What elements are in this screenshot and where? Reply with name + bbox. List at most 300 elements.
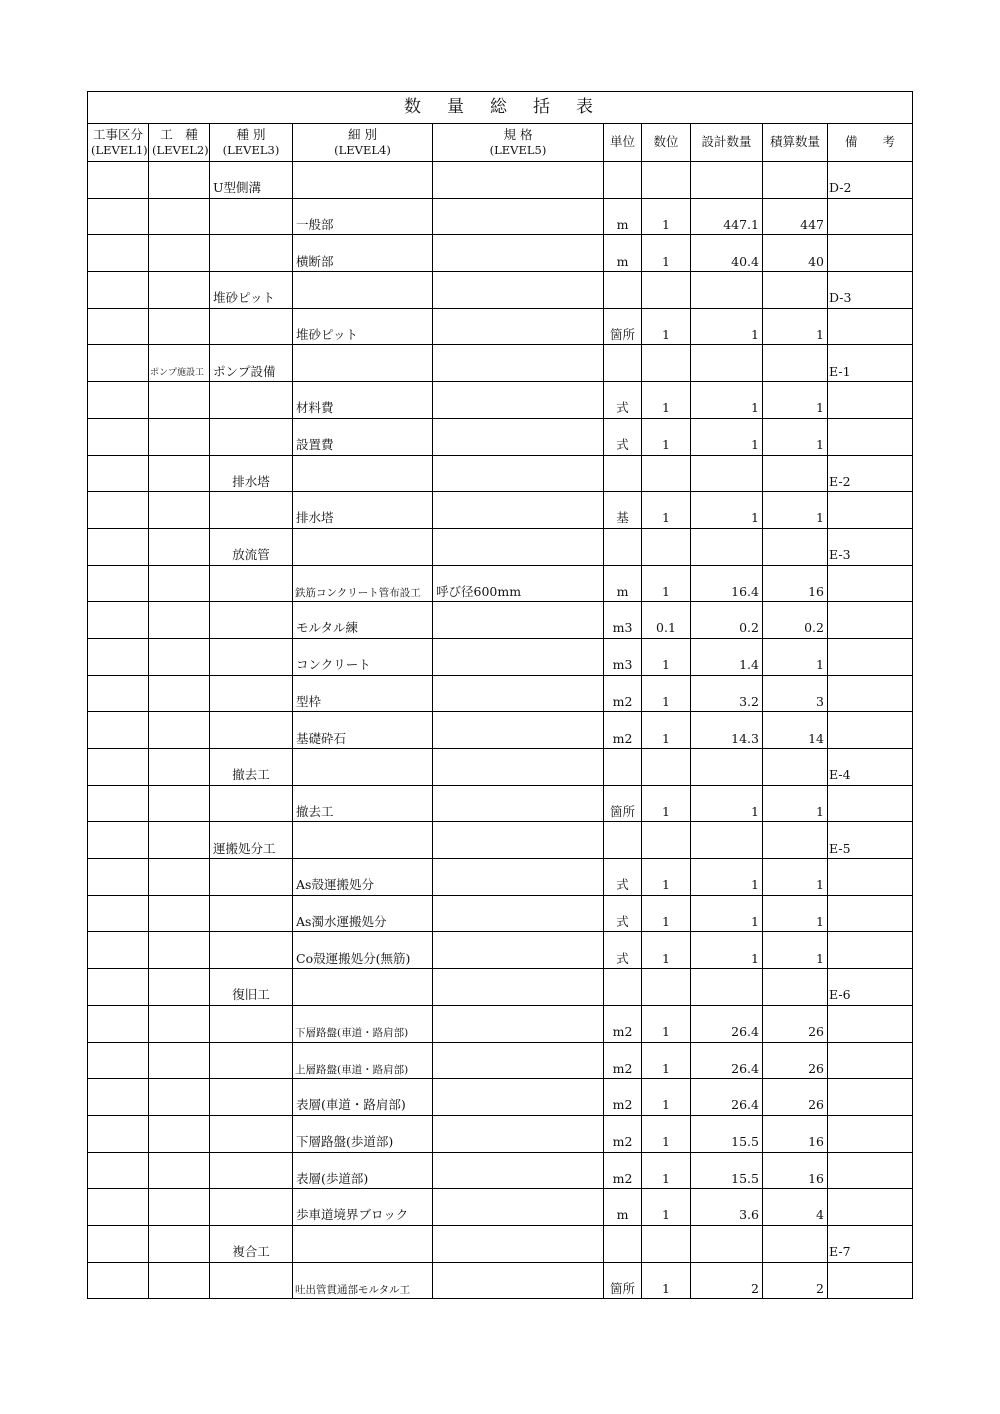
cell-calc-quantity: 1 xyxy=(763,492,828,529)
cell-level3 xyxy=(210,1005,293,1042)
cell-level4 xyxy=(293,528,433,565)
cell-level5 xyxy=(433,345,604,382)
cell-unit: 式 xyxy=(604,895,642,932)
cell-level1 xyxy=(88,492,149,529)
cell-level5 xyxy=(433,1115,604,1152)
cell-calc-quantity: 16 xyxy=(763,1115,828,1152)
cell-level4 xyxy=(293,455,433,492)
cell-level5 xyxy=(433,235,604,272)
cell-level2 xyxy=(149,162,210,199)
cell-remarks xyxy=(828,418,913,455)
cell-remarks: E-2 xyxy=(828,455,913,492)
table-row xyxy=(88,492,913,529)
cell-design-quantity: 1 xyxy=(691,932,763,969)
cell-design-quantity xyxy=(691,162,763,199)
cell-level5 xyxy=(433,1005,604,1042)
table-row xyxy=(88,859,913,896)
cell-digit: 1 xyxy=(642,235,691,272)
header-digit: 数位 xyxy=(642,124,691,162)
cell-level1 xyxy=(88,1262,149,1299)
cell-level4 xyxy=(293,162,433,199)
cell-remarks: D-2 xyxy=(828,162,913,199)
cell-level4 xyxy=(293,822,433,859)
cell-level3 xyxy=(210,1115,293,1152)
cell-level4: 表層(歩道部) xyxy=(293,1152,433,1189)
cell-level2 xyxy=(149,785,210,822)
cell-level2 xyxy=(149,749,210,786)
cell-digit: 1 xyxy=(642,1189,691,1226)
cell-remarks xyxy=(828,638,913,675)
cell-calc-quantity xyxy=(763,1225,828,1262)
cell-level5 xyxy=(433,749,604,786)
cell-level2 xyxy=(149,602,210,639)
cell-level1 xyxy=(88,602,149,639)
cell-calc-quantity xyxy=(763,749,828,786)
cell-level1 xyxy=(88,1042,149,1079)
cell-unit xyxy=(604,528,642,565)
cell-level5 xyxy=(433,382,604,419)
cell-level2 xyxy=(149,822,210,859)
header-unit: 単位 xyxy=(604,124,642,162)
cell-level3 xyxy=(210,1189,293,1226)
cell-digit: 1 xyxy=(642,675,691,712)
cell-level3 xyxy=(210,382,293,419)
cell-design-quantity: 1 xyxy=(691,785,763,822)
cell-remarks: E-7 xyxy=(828,1225,913,1262)
cell-level4: モルタル練 xyxy=(293,602,433,639)
cell-unit: 式 xyxy=(604,418,642,455)
table-row xyxy=(88,969,913,1006)
cell-digit: 1 xyxy=(642,1042,691,1079)
cell-unit: m2 xyxy=(604,1152,642,1189)
table-row xyxy=(88,675,913,712)
cell-level1 xyxy=(88,859,149,896)
cell-remarks: E-5 xyxy=(828,822,913,859)
cell-design-quantity: 3.6 xyxy=(691,1189,763,1226)
header-design-quantity: 設計数量 xyxy=(691,124,763,162)
table-row xyxy=(88,1005,913,1042)
table-row xyxy=(88,785,913,822)
cell-level1 xyxy=(88,932,149,969)
cell-calc-quantity: 1 xyxy=(763,418,828,455)
cell-level3 xyxy=(210,198,293,235)
cell-unit xyxy=(604,1225,642,1262)
header-level3-sub: (LEVEL3) xyxy=(222,142,280,157)
cell-level2 xyxy=(149,1005,210,1042)
cell-design-quantity: 1 xyxy=(691,895,763,932)
cell-level4: 排水塔 xyxy=(293,492,433,529)
cell-digit xyxy=(642,749,691,786)
table-row xyxy=(88,932,913,969)
cell-calc-quantity: 1 xyxy=(763,308,828,345)
cell-calc-quantity: 447 xyxy=(763,198,828,235)
cell-level2 xyxy=(149,1189,210,1226)
cell-digit xyxy=(642,822,691,859)
header-level2 xyxy=(149,124,210,162)
table-row xyxy=(88,1152,913,1189)
cell-remarks xyxy=(828,1042,913,1079)
cell-digit: 1 xyxy=(642,638,691,675)
cell-calc-quantity xyxy=(763,528,828,565)
cell-unit: 式 xyxy=(604,382,642,419)
cell-design-quantity: 1 xyxy=(691,382,763,419)
cell-level1 xyxy=(88,895,149,932)
cell-unit: 箇所 xyxy=(604,785,642,822)
cell-level5 xyxy=(433,822,604,859)
cell-remarks xyxy=(828,382,913,419)
cell-remarks xyxy=(828,1152,913,1189)
cell-level3 xyxy=(210,1262,293,1299)
cell-calc-quantity xyxy=(763,822,828,859)
cell-level5 xyxy=(433,932,604,969)
quantity-summary-sheet xyxy=(87,91,912,1299)
cell-level3 xyxy=(210,895,293,932)
cell-unit xyxy=(604,345,642,382)
cell-design-quantity xyxy=(691,345,763,382)
cell-remarks xyxy=(828,1189,913,1226)
cell-level2: ポンプ施設工 xyxy=(149,345,210,382)
cell-design-quantity xyxy=(691,1225,763,1262)
cell-design-quantity: 1 xyxy=(691,859,763,896)
cell-unit: m xyxy=(604,198,642,235)
cell-remarks xyxy=(828,492,913,529)
cell-unit: 箇所 xyxy=(604,308,642,345)
cell-unit: 式 xyxy=(604,859,642,896)
cell-level5 xyxy=(433,785,604,822)
cell-digit: 1 xyxy=(642,1115,691,1152)
cell-level1 xyxy=(88,1189,149,1226)
cell-level1 xyxy=(88,418,149,455)
cell-calc-quantity: 16 xyxy=(763,565,828,602)
cell-level4: 歩車道境界ブロック xyxy=(293,1189,433,1226)
cell-unit xyxy=(604,455,642,492)
cell-digit: 1 xyxy=(642,1079,691,1116)
table-row xyxy=(88,382,913,419)
cell-calc-quantity xyxy=(763,455,828,492)
cell-remarks: E-3 xyxy=(828,528,913,565)
cell-level4: 設置費 xyxy=(293,418,433,455)
cell-unit: m2 xyxy=(604,1042,642,1079)
cell-unit xyxy=(604,272,642,309)
cell-level3: 復旧工 xyxy=(210,969,293,1006)
cell-level5 xyxy=(433,1262,604,1299)
cell-calc-quantity: 0.2 xyxy=(763,602,828,639)
quantity-summary-table xyxy=(87,91,913,1299)
cell-level2 xyxy=(149,235,210,272)
cell-remarks xyxy=(828,712,913,749)
cell-design-quantity: 26.4 xyxy=(691,1079,763,1116)
cell-level3 xyxy=(210,602,293,639)
header-level4 xyxy=(293,124,433,162)
cell-digit: 1 xyxy=(642,895,691,932)
cell-level1 xyxy=(88,969,149,1006)
cell-design-quantity: 1 xyxy=(691,418,763,455)
table-row xyxy=(88,822,913,859)
cell-remarks xyxy=(828,1005,913,1042)
table-row xyxy=(88,602,913,639)
table-row xyxy=(88,235,913,272)
cell-unit: m xyxy=(604,565,642,602)
cell-unit: m2 xyxy=(604,1079,642,1116)
cell-calc-quantity: 14 xyxy=(763,712,828,749)
cell-design-quantity xyxy=(691,822,763,859)
cell-digit: 1 xyxy=(642,198,691,235)
cell-level1 xyxy=(88,1115,149,1152)
cell-level5 xyxy=(433,528,604,565)
cell-design-quantity: 40.4 xyxy=(691,235,763,272)
cell-level5 xyxy=(433,1189,604,1226)
cell-level4: 堆砂ピット xyxy=(293,308,433,345)
cell-level1 xyxy=(88,382,149,419)
cell-level4: 撤去工 xyxy=(293,785,433,822)
cell-remarks: E-1 xyxy=(828,345,913,382)
cell-level1 xyxy=(88,528,149,565)
cell-level1 xyxy=(88,712,149,749)
cell-remarks xyxy=(828,308,913,345)
cell-level3 xyxy=(210,1042,293,1079)
cell-level4: 吐出管貫通部モルタル工 xyxy=(293,1262,433,1299)
cell-level2 xyxy=(149,1152,210,1189)
cell-design-quantity: 16.4 xyxy=(691,565,763,602)
cell-level2 xyxy=(149,638,210,675)
cell-level4: 一般部 xyxy=(293,198,433,235)
cell-level2 xyxy=(149,1079,210,1116)
cell-unit: m3 xyxy=(604,638,642,675)
cell-level3: 堆砂ピット xyxy=(210,272,293,309)
table-row xyxy=(88,1225,913,1262)
cell-level3 xyxy=(210,932,293,969)
cell-design-quantity: 14.3 xyxy=(691,712,763,749)
cell-digit xyxy=(642,969,691,1006)
cell-level2 xyxy=(149,272,210,309)
cell-digit xyxy=(642,528,691,565)
cell-level3: ポンプ設備 xyxy=(210,345,293,382)
cell-calc-quantity xyxy=(763,969,828,1006)
cell-level5 xyxy=(433,272,604,309)
cell-level5 xyxy=(433,1042,604,1079)
cell-level2 xyxy=(149,895,210,932)
cell-level3 xyxy=(210,785,293,822)
cell-design-quantity: 26.4 xyxy=(691,1005,763,1042)
cell-level4: 下層路盤(歩道部) xyxy=(293,1115,433,1152)
cell-level5 xyxy=(433,602,604,639)
cell-level5 xyxy=(433,418,604,455)
cell-level4: 上層路盤(車道・路肩部) xyxy=(293,1042,433,1079)
cell-calc-quantity: 1 xyxy=(763,932,828,969)
cell-design-quantity: 1.4 xyxy=(691,638,763,675)
cell-calc-quantity: 40 xyxy=(763,235,828,272)
cell-design-quantity: 15.5 xyxy=(691,1115,763,1152)
table-row xyxy=(88,162,913,199)
header-level4-sub: (LEVEL4) xyxy=(334,142,391,157)
cell-design-quantity xyxy=(691,969,763,1006)
cell-calc-quantity: 16 xyxy=(763,1152,828,1189)
cell-level2 xyxy=(149,859,210,896)
table-row xyxy=(88,418,913,455)
cell-level4: 基礎砕石 xyxy=(293,712,433,749)
table-title: 数量総括表 xyxy=(88,92,913,124)
cell-level1 xyxy=(88,1079,149,1116)
header-calc-quantity: 積算数量 xyxy=(763,124,828,162)
cell-level4: コンクリート xyxy=(293,638,433,675)
cell-remarks xyxy=(828,1115,913,1152)
cell-level5 xyxy=(433,162,604,199)
cell-design-quantity: 0.2 xyxy=(691,602,763,639)
cell-level5 xyxy=(433,1225,604,1262)
cell-level3 xyxy=(210,235,293,272)
cell-calc-quantity xyxy=(763,345,828,382)
cell-remarks xyxy=(828,675,913,712)
cell-level2 xyxy=(149,455,210,492)
table-row xyxy=(88,198,913,235)
cell-level2 xyxy=(149,198,210,235)
cell-level3 xyxy=(210,638,293,675)
cell-level3 xyxy=(210,675,293,712)
cell-calc-quantity: 26 xyxy=(763,1005,828,1042)
header-level1-label: 工事区分 xyxy=(92,127,143,142)
cell-level1 xyxy=(88,198,149,235)
cell-level3 xyxy=(210,418,293,455)
table-row xyxy=(88,712,913,749)
cell-remarks xyxy=(828,565,913,602)
cell-digit xyxy=(642,455,691,492)
cell-level1 xyxy=(88,1225,149,1262)
cell-digit: 1 xyxy=(642,308,691,345)
cell-level4: Co殻運搬処分(無筋) xyxy=(293,932,433,969)
cell-level5 xyxy=(433,895,604,932)
cell-level2 xyxy=(149,1262,210,1299)
cell-unit: 箇所 xyxy=(604,1262,642,1299)
cell-level2 xyxy=(149,528,210,565)
cell-level3 xyxy=(210,565,293,602)
cell-level5 xyxy=(433,675,604,712)
cell-calc-quantity: 1 xyxy=(763,895,828,932)
cell-digit: 1 xyxy=(642,712,691,749)
cell-level3 xyxy=(210,712,293,749)
cell-level1 xyxy=(88,749,149,786)
cell-unit xyxy=(604,969,642,1006)
cell-remarks xyxy=(828,932,913,969)
cell-calc-quantity: 1 xyxy=(763,382,828,419)
cell-level1 xyxy=(88,272,149,309)
cell-unit: m2 xyxy=(604,712,642,749)
table-row xyxy=(88,1189,913,1226)
cell-level2 xyxy=(149,969,210,1006)
cell-level3 xyxy=(210,492,293,529)
cell-level1 xyxy=(88,1005,149,1042)
table-row xyxy=(88,565,913,602)
cell-level5 xyxy=(433,712,604,749)
table-row xyxy=(88,345,913,382)
cell-digit xyxy=(642,162,691,199)
table-row xyxy=(88,638,913,675)
table-row xyxy=(88,455,913,492)
cell-design-quantity: 2 xyxy=(691,1262,763,1299)
cell-unit xyxy=(604,749,642,786)
cell-level2 xyxy=(149,492,210,529)
cell-digit: 1 xyxy=(642,785,691,822)
cell-calc-quantity xyxy=(763,162,828,199)
header-remarks: 備 考 xyxy=(828,124,913,162)
cell-digit: 1 xyxy=(642,382,691,419)
cell-level3: 放流管 xyxy=(210,528,293,565)
cell-remarks xyxy=(828,235,913,272)
table-row xyxy=(88,749,913,786)
cell-calc-quantity xyxy=(763,272,828,309)
cell-level2 xyxy=(149,308,210,345)
cell-level4: As濁水運搬処分 xyxy=(293,895,433,932)
table-row xyxy=(88,272,913,309)
table-row xyxy=(88,528,913,565)
cell-level4 xyxy=(293,272,433,309)
header-level2-label: 工 種 xyxy=(160,127,198,142)
cell-remarks xyxy=(828,1262,913,1299)
cell-remarks xyxy=(828,602,913,639)
cell-unit xyxy=(604,822,642,859)
cell-level1 xyxy=(88,638,149,675)
header-level3 xyxy=(210,124,293,162)
cell-unit: m3 xyxy=(604,602,642,639)
table-row xyxy=(88,1042,913,1079)
cell-level4 xyxy=(293,1225,433,1262)
cell-design-quantity xyxy=(691,749,763,786)
cell-level3: 複合工 xyxy=(210,1225,293,1262)
cell-remarks xyxy=(828,859,913,896)
cell-level4: 型枠 xyxy=(293,675,433,712)
header-level2-sub: (LEVEL2) xyxy=(152,142,209,157)
cell-digit: 1 xyxy=(642,859,691,896)
cell-level4: 表層(車道・路肩部) xyxy=(293,1079,433,1116)
cell-design-quantity: 1 xyxy=(691,492,763,529)
cell-unit: m2 xyxy=(604,1115,642,1152)
cell-level4 xyxy=(293,969,433,1006)
cell-level2 xyxy=(149,712,210,749)
cell-digit: 1 xyxy=(642,1005,691,1042)
cell-level3: 撤去工 xyxy=(210,749,293,786)
header-level5 xyxy=(433,124,604,162)
cell-calc-quantity: 26 xyxy=(763,1042,828,1079)
cell-level5 xyxy=(433,492,604,529)
cell-level4: 鉄筋コンクリート管布設工 xyxy=(293,565,433,602)
cell-digit: 1 xyxy=(642,932,691,969)
cell-design-quantity xyxy=(691,272,763,309)
cell-remarks: D-3 xyxy=(828,272,913,309)
cell-level5 xyxy=(433,638,604,675)
cell-level3 xyxy=(210,308,293,345)
cell-level4: 材料費 xyxy=(293,382,433,419)
cell-design-quantity xyxy=(691,528,763,565)
cell-level2 xyxy=(149,565,210,602)
cell-digit xyxy=(642,345,691,382)
cell-digit: 1 xyxy=(642,418,691,455)
cell-level1 xyxy=(88,345,149,382)
cell-design-quantity: 15.5 xyxy=(691,1152,763,1189)
table-row xyxy=(88,1079,913,1116)
cell-unit: 式 xyxy=(604,932,642,969)
cell-level5 xyxy=(433,1152,604,1189)
cell-level1 xyxy=(88,235,149,272)
cell-digit xyxy=(642,1225,691,1262)
cell-calc-quantity: 4 xyxy=(763,1189,828,1226)
cell-digit: 0.1 xyxy=(642,602,691,639)
cell-level4 xyxy=(293,749,433,786)
cell-design-quantity: 26.4 xyxy=(691,1042,763,1079)
cell-level4: As殻運搬処分 xyxy=(293,859,433,896)
cell-unit: m xyxy=(604,235,642,272)
title-row xyxy=(88,92,913,124)
cell-level5 xyxy=(433,969,604,1006)
cell-remarks xyxy=(828,895,913,932)
